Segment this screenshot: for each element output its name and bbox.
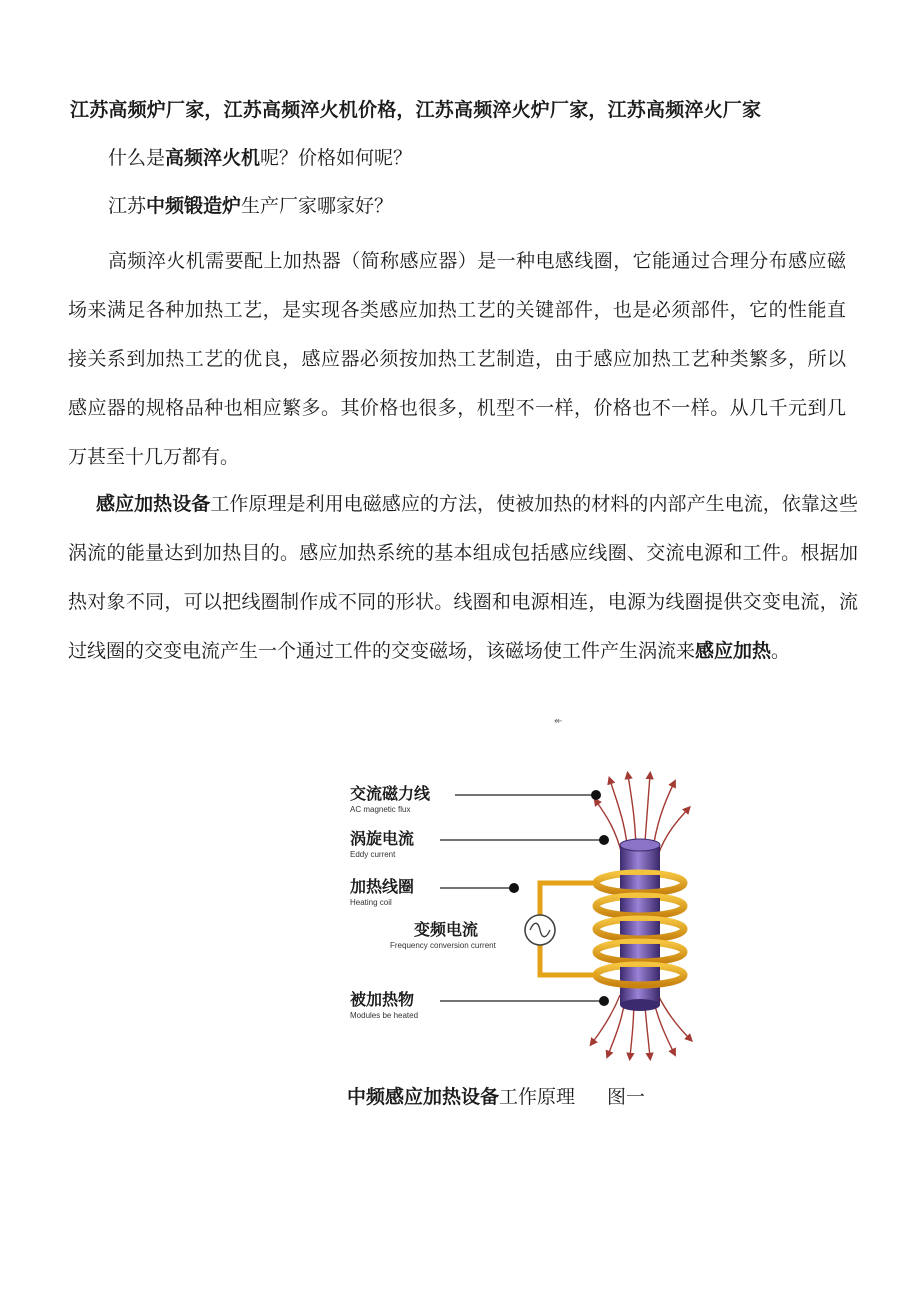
para1-keyword-heating: 感应加热 — [379, 299, 458, 321]
para1-text-2: ，它能通过合理分布感应磁场来满足各种加热工艺，是实现各类 — [68, 250, 846, 321]
ac-source-icon — [525, 915, 555, 945]
question-2-post: 生产厂家哪家好？ — [241, 195, 394, 217]
question-1-pre: 什么是 — [108, 147, 166, 169]
label-ac-flux-en: AC magnetic flux — [350, 805, 411, 814]
caption-figure-number: 图一 — [607, 1086, 646, 1108]
figure-caption — [347, 1082, 645, 1112]
caption-text: 工作原理 — [499, 1086, 576, 1108]
question-1-post: 呢？价格如何呢？ — [260, 147, 413, 169]
label-eddy-current: 涡旋电流 — [350, 829, 415, 848]
induction-heating-diagram — [340, 765, 720, 1065]
paragraph-working-principle — [68, 480, 858, 676]
document-title: 江苏高频炉厂家，江苏高频淬火机价格，江苏高频淬火炉厂家，江苏高频淬火厂家 — [70, 99, 762, 121]
question-2-keyword: 中频锻造炉 — [146, 195, 242, 217]
question-2-pre: 江苏 — [108, 195, 147, 217]
question-2 — [108, 191, 393, 221]
label-ac-flux: 交流磁力线 — [350, 784, 431, 803]
para2-text-2: 。 — [771, 640, 791, 662]
para1-keyword-coil: 电感线圈 — [535, 250, 614, 272]
label-heating-coil: 加热线圈 — [350, 877, 415, 896]
label-heating-coil-en: Heating coil — [350, 898, 392, 907]
label-workpiece-en: Modules be heated — [350, 1011, 419, 1020]
para2-keyword-heating: 感应加热 — [695, 640, 772, 662]
label-workpiece: 被加热物 — [350, 990, 415, 1009]
para2-text-1: 工作原理是利用电磁感应的方法，使被加热的材料的内部产生电流，依靠这些涡流的能量达到加热目的。感应加热系统的基本组成包括感应线圈、交流电源和工件。根据加热对象不同，可以把线圈制作成不同的形状。线圈和电源相连，电源为线圈提供交变电流，流过线圈的交变电流产生一个通过工件的交变磁场，该磁场使工件产生涡流来 — [68, 493, 858, 662]
para1-text-1: 高频淬火机需要配上加热器（简称感应器）是一种 — [108, 250, 536, 272]
label-leaders — [440, 795, 602, 1001]
paragraph-induction-coil — [68, 237, 846, 482]
caption-keyword: 中频感应加热设备 — [347, 1086, 500, 1108]
label-frequency-current-en: Frequency conversion current — [390, 941, 496, 950]
para1-text-3: 工艺的关键部件，也是必须部件，它的性能直接关系到加热工艺的优良，感应器必须按加热工艺制造，由于感应加热工艺种类繁多，所以感应器的规格品种也相应繁多。其价格也很多，机型不一样，价格也不一样。从几千元到几万甚至十几万都有。 — [68, 299, 846, 468]
para2-keyword-equipment: 感应加热设备 — [96, 493, 211, 515]
anchor-marker: ↞ — [554, 716, 563, 727]
label-frequency-current: 变频电流 — [414, 920, 479, 939]
question-1 — [108, 143, 412, 173]
label-eddy-current-en: Eddy current — [350, 850, 396, 859]
question-1-keyword: 高频淬火机 — [165, 147, 261, 169]
